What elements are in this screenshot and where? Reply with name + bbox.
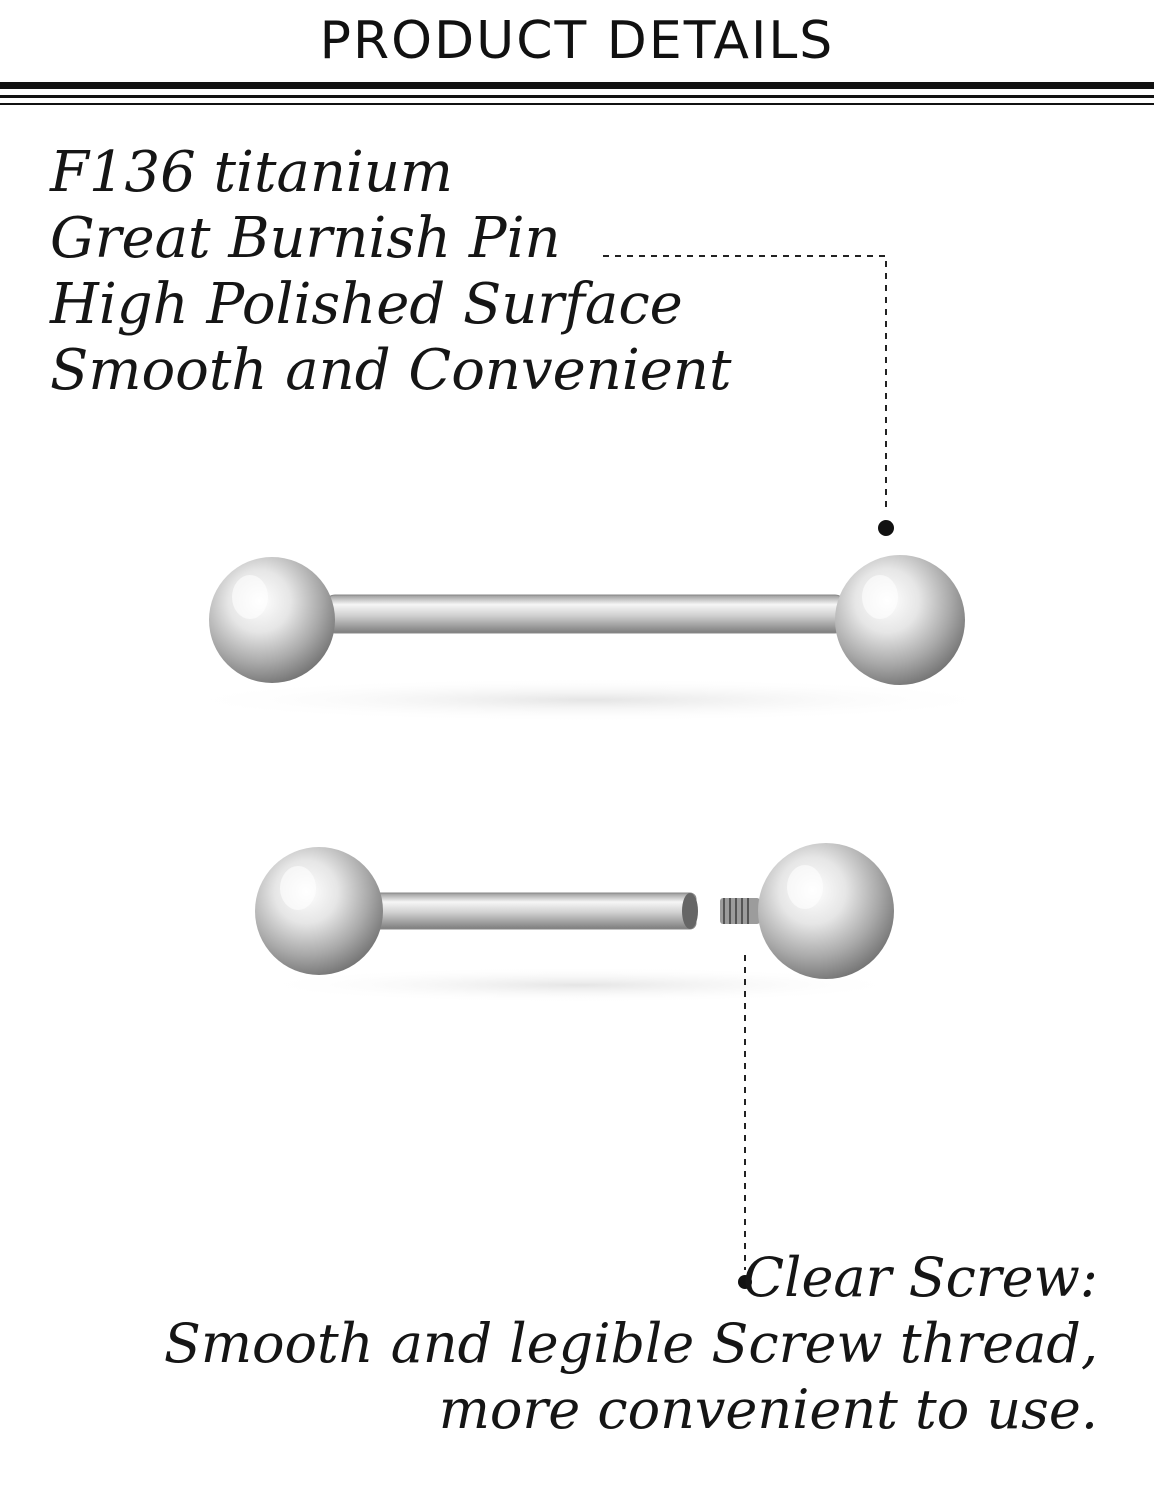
callout-description bbox=[164, 1311, 1098, 1443]
barbell-ball bbox=[758, 843, 894, 979]
callout-line: more convenient to use. bbox=[438, 1378, 1098, 1441]
barbell-bar bbox=[370, 893, 696, 929]
screw-thread bbox=[720, 898, 760, 924]
feature-item: F136 titanium bbox=[50, 140, 453, 205]
barbell-ball bbox=[255, 847, 383, 975]
screw-callout bbox=[164, 1245, 1098, 1443]
pointer-dot-icon bbox=[878, 520, 894, 536]
barbell-ball bbox=[209, 557, 335, 683]
barbell-bar bbox=[325, 595, 845, 633]
feature-item: Great Burnish Pin bbox=[50, 206, 561, 271]
feature-item: High Polished Surface bbox=[50, 272, 683, 337]
barbell-ball bbox=[835, 555, 965, 685]
callout-line: Smooth and legible Screw thread, bbox=[163, 1312, 1098, 1375]
callout-heading: Clear Screw: bbox=[742, 1246, 1098, 1309]
feature-item: Smooth and Convenient bbox=[50, 338, 732, 403]
page-title: PRODUCT DETAILS bbox=[319, 11, 835, 71]
leader-line bbox=[603, 256, 886, 512]
disassembled-barbell bbox=[250, 843, 910, 1003]
assembled-barbell bbox=[170, 555, 1010, 722]
